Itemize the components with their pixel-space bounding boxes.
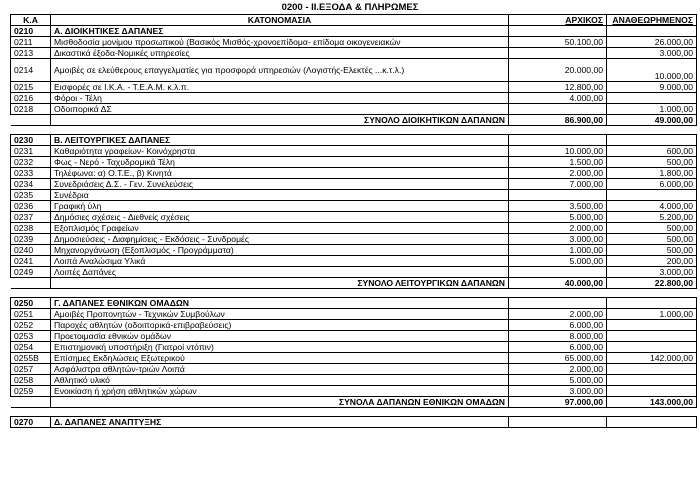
row-name: Δημόσιες σχέσεις - Διεθνείς σχέσεις bbox=[51, 212, 509, 223]
spacer-cell bbox=[11, 408, 697, 417]
row-name: Γραφική ύλη bbox=[51, 201, 509, 212]
table-row bbox=[11, 309, 697, 320]
header-name: ΚΑΤΟΝΟΜΑΣΙΑ bbox=[51, 15, 509, 26]
table-row bbox=[11, 375, 697, 386]
total-initial: 97.000,00 bbox=[509, 397, 607, 408]
row-code: 0240 bbox=[11, 245, 51, 256]
row-initial: 7.000,00 bbox=[509, 179, 607, 190]
row-code: 0238 bbox=[11, 223, 51, 234]
row-name: Αθλητικό υλικό bbox=[51, 375, 509, 386]
row-code: 0216 bbox=[11, 93, 51, 104]
table-row bbox=[11, 212, 697, 223]
table-row bbox=[11, 82, 697, 93]
row-revised: 3.000,00 bbox=[607, 48, 697, 59]
row-code: 0231 bbox=[11, 146, 51, 157]
row-revised: 4.000,00 bbox=[607, 201, 697, 212]
row-revised: 9.000,00 bbox=[607, 82, 697, 93]
section-spacer bbox=[11, 126, 697, 135]
expenses-table bbox=[10, 14, 697, 428]
header-row bbox=[11, 15, 697, 26]
row-initial: 3.500,00 bbox=[509, 201, 607, 212]
row-name: Δημοσιεύσεις - Διαφημίσεις - Εκδόσεις - Συνδρομές bbox=[51, 234, 509, 245]
row-revised: 142.000,00 bbox=[607, 353, 697, 364]
row-initial: 1.500,00 bbox=[509, 157, 607, 168]
row-name: Φως - Νερό - Ταχυδρομικά Τέλη bbox=[51, 157, 509, 168]
row-name: Αμοιβές σε ελεύθερους επαγγελματίες για προσφορά υπηρεσιών (Λογιστής-Ελεκτές ...κ.τ.λ.) bbox=[51, 59, 509, 82]
row-revised bbox=[607, 190, 697, 201]
table-body bbox=[11, 26, 697, 428]
table-row bbox=[11, 146, 697, 157]
section-revised bbox=[607, 417, 697, 428]
row-initial bbox=[509, 104, 607, 115]
row-initial: 2.000,00 bbox=[509, 223, 607, 234]
row-initial: 6.000,00 bbox=[509, 320, 607, 331]
total-blank bbox=[11, 397, 51, 408]
row-code: 0254 bbox=[11, 342, 51, 353]
row-code: 0236 bbox=[11, 201, 51, 212]
row-code: 0258 bbox=[11, 375, 51, 386]
row-initial: 5.000,00 bbox=[509, 256, 607, 267]
header-initial: ΑΡΧΙΚΟΣ bbox=[509, 15, 607, 26]
table-row bbox=[11, 386, 697, 397]
row-revised bbox=[607, 386, 697, 397]
row-initial: 65.000,00 bbox=[509, 353, 607, 364]
row-name: Καθαριότητα γραφείων- Κοινόχρηστα bbox=[51, 146, 509, 157]
row-revised bbox=[607, 93, 697, 104]
table-row bbox=[11, 256, 697, 267]
row-name: Λοιπές Δαπάνες bbox=[51, 267, 509, 278]
table-row bbox=[11, 364, 697, 375]
row-code: 0239 bbox=[11, 234, 51, 245]
total-initial: 40.000,00 bbox=[509, 278, 607, 289]
row-name: Μηχανοργάνωση (Εξοπλισμός - Προγράμματα) bbox=[51, 245, 509, 256]
row-initial: 2.000,00 bbox=[509, 168, 607, 179]
section-revised bbox=[607, 26, 697, 37]
row-name: Παροχές αθλητών (οδοιπορικά-επιβραβεύσεις) bbox=[51, 320, 509, 331]
row-name: Φόροι - Τέλη bbox=[51, 93, 509, 104]
row-revised: 500,00 bbox=[607, 245, 697, 256]
total-label: ΣΥΝΟΛΟ ΔΙΟΙΚΗΤΙΚΩΝ ΔΑΠΑΝΩΝ bbox=[51, 115, 509, 126]
row-initial bbox=[509, 48, 607, 59]
row-code: 0259 bbox=[11, 386, 51, 397]
table-row bbox=[11, 37, 697, 48]
table-row bbox=[11, 201, 697, 212]
section-name: Γ. ΔΑΠΑΝΕΣ ΕΘΝΙΚΩΝ ΟΜΑΔΩΝ bbox=[51, 298, 509, 309]
section-spacer bbox=[11, 289, 697, 298]
row-name: Λοιπά Αναλώσιμα Υλικά bbox=[51, 256, 509, 267]
row-initial: 5.000,00 bbox=[509, 212, 607, 223]
section-initial bbox=[509, 298, 607, 309]
row-code: 0237 bbox=[11, 212, 51, 223]
row-name: Προετοιμασία εθνικών ομάδων bbox=[51, 331, 509, 342]
section-initial bbox=[509, 135, 607, 146]
table-row bbox=[11, 223, 697, 234]
row-name: Τηλέφωνα: α) Ο.Τ.Ε., β) Κινητά bbox=[51, 168, 509, 179]
total-initial: 86.900,00 bbox=[509, 115, 607, 126]
row-revised: 10.000,00 bbox=[607, 59, 697, 82]
row-revised bbox=[607, 342, 697, 353]
table-row bbox=[11, 267, 697, 278]
row-code: 0241 bbox=[11, 256, 51, 267]
row-code: 0235 bbox=[11, 190, 51, 201]
row-name: Επίσημες Εκδηλώσεις Εξωτερικού bbox=[51, 353, 509, 364]
section-initial bbox=[509, 26, 607, 37]
row-initial: 1.000,00 bbox=[509, 245, 607, 256]
row-revised: 500,00 bbox=[607, 234, 697, 245]
row-revised: 5.200,00 bbox=[607, 212, 697, 223]
row-revised: 1.800,00 bbox=[607, 168, 697, 179]
row-revised: 1.000,00 bbox=[607, 309, 697, 320]
section-code: 0210 bbox=[11, 26, 51, 37]
table-row bbox=[11, 59, 697, 82]
section-initial bbox=[509, 417, 607, 428]
row-name: Επιστημονική υποστήριξη (Γιατροί ντόπιν) bbox=[51, 342, 509, 353]
total-blank bbox=[11, 278, 51, 289]
row-revised: 200,00 bbox=[607, 256, 697, 267]
section-total-row bbox=[11, 397, 697, 408]
row-code: 0211 bbox=[11, 37, 51, 48]
row-name: Εξοπλισμός Γραφείων bbox=[51, 223, 509, 234]
total-revised: 143.000,00 bbox=[607, 397, 697, 408]
section-header-row bbox=[11, 417, 697, 428]
table-row bbox=[11, 245, 697, 256]
row-code: 0257 bbox=[11, 364, 51, 375]
section-revised bbox=[607, 298, 697, 309]
table-row bbox=[11, 320, 697, 331]
row-revised bbox=[607, 364, 697, 375]
section-name: Β. ΛΕΙΤΟΥΡΓΙΚΕΣ ΔΑΠΑΝΕΣ bbox=[51, 135, 509, 146]
row-code: 0215 bbox=[11, 82, 51, 93]
row-code: 0251 bbox=[11, 309, 51, 320]
total-revised: 22.800,00 bbox=[607, 278, 697, 289]
spacer-cell bbox=[11, 289, 697, 298]
row-initial: 5.000,00 bbox=[509, 375, 607, 386]
table-row bbox=[11, 353, 697, 364]
row-initial: 8.000,00 bbox=[509, 331, 607, 342]
row-initial: 2.000,00 bbox=[509, 309, 607, 320]
row-initial: 4.000,00 bbox=[509, 93, 607, 104]
row-code: 0233 bbox=[11, 168, 51, 179]
row-revised bbox=[607, 320, 697, 331]
row-initial: 3.000,00 bbox=[509, 234, 607, 245]
row-initial: 20.000,00 bbox=[509, 59, 607, 82]
row-revised: 26.000,00 bbox=[607, 37, 697, 48]
row-revised bbox=[607, 375, 697, 386]
row-revised bbox=[607, 331, 697, 342]
header-revised: ΑΝΑΘΕΩΡΗΜΕΝΟΣ bbox=[607, 15, 697, 26]
table-row bbox=[11, 234, 697, 245]
row-revised: 500,00 bbox=[607, 223, 697, 234]
section-code: 0230 bbox=[11, 135, 51, 146]
row-initial bbox=[509, 190, 607, 201]
row-code: 0214 bbox=[11, 59, 51, 82]
row-code: 0213 bbox=[11, 48, 51, 59]
row-revised: 1.000,00 bbox=[607, 104, 697, 115]
section-code: 0270 bbox=[11, 417, 51, 428]
section-name: Δ. ΔΑΠΑΝΕΣ ΑΝΑΠΤΥΞΗΣ bbox=[51, 417, 509, 428]
total-label: ΣΥΝΟΛΟ ΛΕΙΤΟΥΡΓΙΚΩΝ ΔΑΠΑΝΩΝ bbox=[51, 278, 509, 289]
section-revised bbox=[607, 135, 697, 146]
row-initial: 6.000,00 bbox=[509, 342, 607, 353]
table-row bbox=[11, 168, 697, 179]
row-name: Συνεδριάσεις Δ.Σ. - Γεν. Συνελεύσεις bbox=[51, 179, 509, 190]
row-initial bbox=[509, 267, 607, 278]
table-row bbox=[11, 48, 697, 59]
row-initial: 10.000,00 bbox=[509, 146, 607, 157]
row-name: Οδοιπορικά ΔΣ bbox=[51, 104, 509, 115]
section-total-row bbox=[11, 115, 697, 126]
row-code: 0218 bbox=[11, 104, 51, 115]
row-initial: 3.000,00 bbox=[509, 386, 607, 397]
row-initial: 12.800,00 bbox=[509, 82, 607, 93]
row-name: Εισφορές σε Ι.Κ.Α. - Τ.Ε.Α.Μ. κ.λ.π. bbox=[51, 82, 509, 93]
row-revised: 600,00 bbox=[607, 146, 697, 157]
row-revised: 500,00 bbox=[607, 157, 697, 168]
total-blank bbox=[11, 115, 51, 126]
section-total-row bbox=[11, 278, 697, 289]
row-code: 0232 bbox=[11, 157, 51, 168]
row-name: Ασφάλιστρα αθλητών-τριών Λοιπά bbox=[51, 364, 509, 375]
row-code: 0234 bbox=[11, 179, 51, 190]
table-row bbox=[11, 331, 697, 342]
section-name: Α. ΔΙΟΙΚΗΤΙΚΕΣ ΔΑΠΑΝΕΣ bbox=[51, 26, 509, 37]
row-code: 0249 bbox=[11, 267, 51, 278]
section-header-row bbox=[11, 298, 697, 309]
section-code: 0250 bbox=[11, 298, 51, 309]
row-revised: 6.000,00 bbox=[607, 179, 697, 190]
table-row bbox=[11, 93, 697, 104]
section-spacer bbox=[11, 408, 697, 417]
row-name: Δικαστικά έξοδα-Νομικές υπηρεσίες bbox=[51, 48, 509, 59]
row-initial: 2.000,00 bbox=[509, 364, 607, 375]
total-revised: 49.000,00 bbox=[607, 115, 697, 126]
section-header-row bbox=[11, 135, 697, 146]
row-name: Μισθοδοσία μονίμου προσωπικού (Βασικός Μισθός-χρονοεπίδομα- επίδομα οικογενειακών bbox=[51, 37, 509, 48]
row-name: Ενοικίαση ή χρήση αθλητικών χώρων bbox=[51, 386, 509, 397]
total-label: ΣΥΝΟΛΑ ΔΑΠΑΝΩΝ ΕΘΝΙΚΩΝ ΟΜΑΔΩΝ bbox=[51, 397, 509, 408]
spacer-cell bbox=[11, 126, 697, 135]
row-code: 0252 bbox=[11, 320, 51, 331]
page-title: 0200 - ΙΙ.ΕΞΟΔΑ & ΠΛΗΡΩΜΕΣ bbox=[281, 2, 419, 13]
table-row bbox=[11, 157, 697, 168]
row-revised: 3.000,00 bbox=[607, 267, 697, 278]
row-name: Συνέδρια bbox=[51, 190, 509, 201]
table-row bbox=[11, 342, 697, 353]
table-row bbox=[11, 104, 697, 115]
row-initial: 50.100,00 bbox=[509, 37, 607, 48]
row-name: Αμοιβές Προπονητών - Τεχνικών Συμβούλων bbox=[51, 309, 509, 320]
table-row bbox=[11, 179, 697, 190]
header-ka: Κ.Α bbox=[11, 15, 51, 26]
section-header-row bbox=[11, 26, 697, 37]
table-row bbox=[11, 190, 697, 201]
row-code: 0255Β bbox=[11, 353, 51, 364]
row-code: 0253 bbox=[11, 331, 51, 342]
